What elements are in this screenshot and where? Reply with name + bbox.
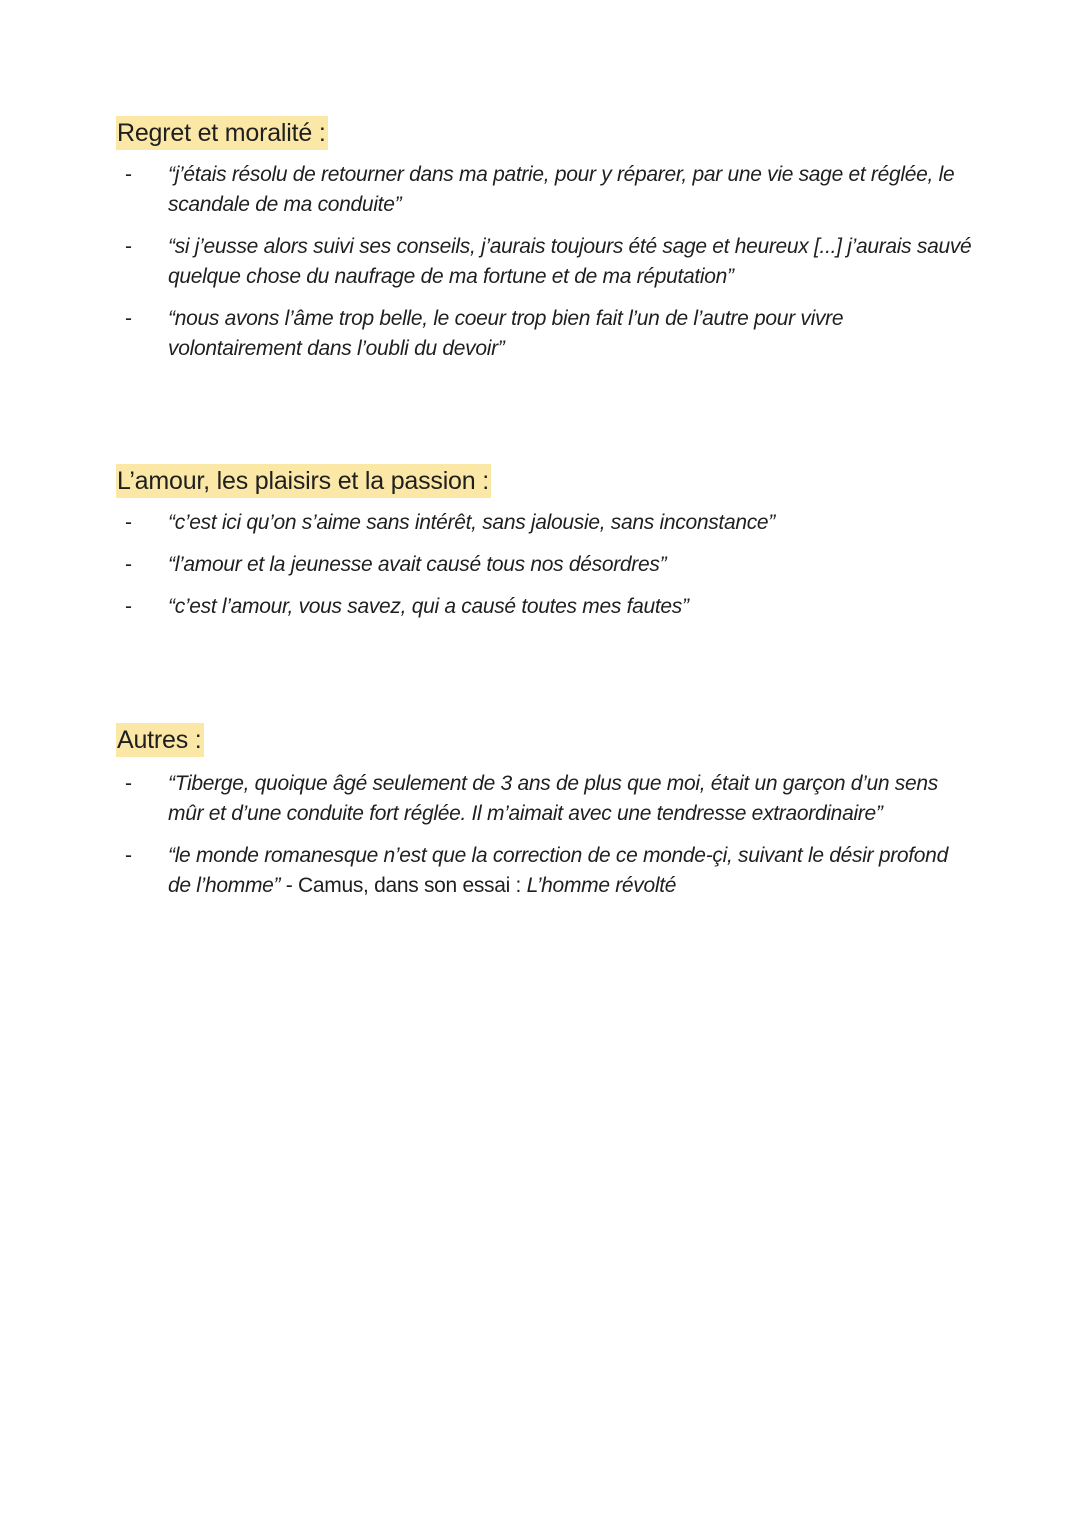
list-item: [116, 769, 976, 829]
quote-text: “l’amour et la jeunesse avait causé tous nos désordres”: [168, 553, 667, 576]
bullet-dash: -: [125, 844, 132, 867]
list-item: [116, 304, 976, 364]
section-heading: Regret et moralité :: [116, 116, 328, 150]
bullet-dash: -: [125, 235, 132, 258]
quote-text: “Tiberge, quoique âgé seulement de 3 ans de plus que moi, était un garçon d’un sens mûr et d’une conduite fort réglée. Il m’aimait avec une tendresse extraordinaire”: [168, 772, 938, 825]
section-heading: L’amour, les plaisirs et la passion :: [116, 464, 491, 498]
quote-text: “c’est l’amour, vous savez, qui a causé toutes mes fautes”: [168, 595, 689, 618]
bullet-dash: -: [125, 511, 132, 534]
bullet-dash: -: [125, 307, 132, 330]
work-title: L’homme révolté: [526, 874, 677, 897]
quote-list: [116, 769, 976, 901]
quote-text: “si j’eusse alors suivi ses conseils, j’aurais toujours été sage et heureux [...] j’aurais sauvé quelque chose du naufrage de ma fortune et de ma réputation”: [168, 235, 972, 288]
list-item: [116, 841, 976, 901]
section-regret-moralite: [116, 116, 976, 364]
list-item: [116, 592, 976, 622]
list-item: [116, 508, 976, 538]
bullet-dash: -: [125, 595, 132, 618]
quote-text: “le monde romanesque n’est que la correction de ce monde-çi, suivant le désir profond de l’homme”: [168, 844, 948, 897]
list-item: [116, 232, 976, 292]
quote-text: “c’est ici qu’on s’aime sans intérêt, sans jalousie, sans inconstance”: [168, 511, 775, 534]
quote-list: [116, 160, 976, 364]
quote-list: [116, 508, 976, 622]
section-amour-passion: [116, 464, 976, 622]
list-item: [116, 160, 976, 220]
quote-text: “j’étais résolu de retourner dans ma patrie, pour y réparer, par une vie sage et réglée, le scandale de ma conduite”: [168, 163, 955, 216]
section-heading: Autres :: [116, 723, 204, 757]
attribution-text: - Camus, dans son essai :: [280, 874, 527, 897]
section-autres: [116, 723, 976, 901]
quote-text: “nous avons l’âme trop belle, le coeur trop bien fait l’un de l’autre pour vivre volontairement dans l’oubli du devoir”: [168, 307, 844, 360]
bullet-dash: -: [125, 553, 132, 576]
bullet-dash: -: [125, 772, 132, 795]
list-item: [116, 550, 976, 580]
bullet-dash: -: [125, 163, 132, 186]
